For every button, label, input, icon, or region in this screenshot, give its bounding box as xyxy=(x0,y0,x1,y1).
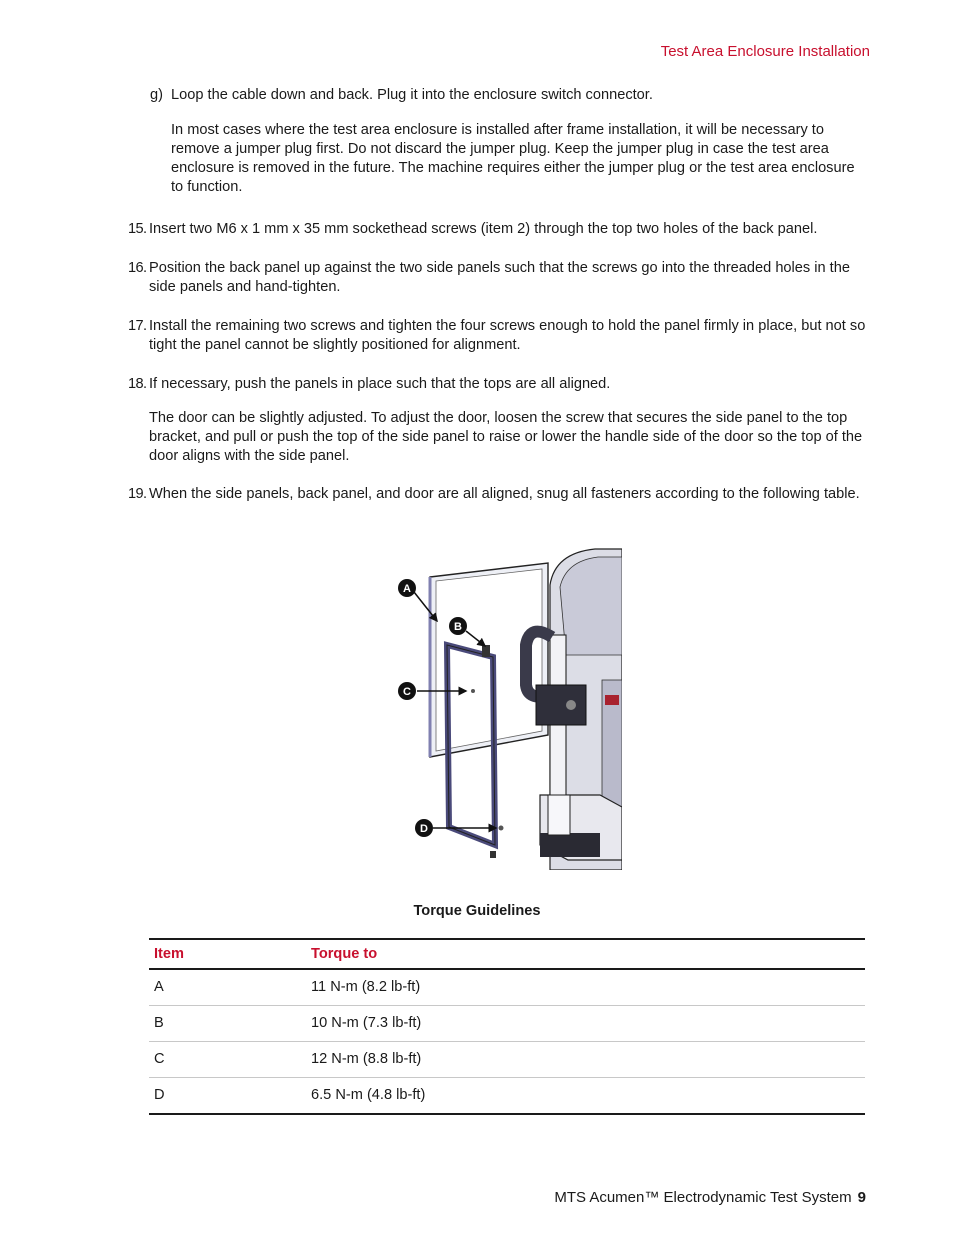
step-g xyxy=(150,86,866,105)
step-15 xyxy=(128,220,868,239)
step-16 xyxy=(128,259,868,297)
cell-torque: 10 N-m (7.3 lb-ft) xyxy=(306,1006,865,1042)
column-header-torque: Torque to xyxy=(306,939,865,969)
step-18-note: The door can be slightly adjusted. To adjust the door, loosen the screw that secures the side panel to the top bracket, and pull or push the top of the side panel to raise or lower the handle side of the door so the top of the door aligns with the side panel. xyxy=(149,410,863,464)
callout-label-a: A xyxy=(403,583,411,595)
column-header-item: Item xyxy=(149,939,306,969)
table-row xyxy=(149,1006,865,1042)
footer-title: MTS Acumen™ Electrodynamic Test System xyxy=(554,1189,852,1206)
enclosure-figure xyxy=(390,545,622,870)
table-caption: Torque Guidelines xyxy=(413,903,541,919)
callout-label-b: B xyxy=(454,621,462,633)
step-19 xyxy=(128,485,868,504)
step-g-note: In most cases where the test area enclosure is installed after frame installation, it will be necessary to remove a jumper plug first. Do not discard the jumper plug. Keep the jumper plug in case the test area enclosure is removed in the future. The machine requires either the jumper plug or the test area enclosure to function. xyxy=(171,122,855,195)
step-17 xyxy=(128,317,868,355)
step-number: 16. xyxy=(128,260,147,276)
step-text: If necessary, push the panels in place such that the tops are all aligned. xyxy=(149,376,611,392)
cell-torque: 6.5 N-m (4.8 lb-ft) xyxy=(306,1078,865,1115)
table-row xyxy=(149,1078,865,1115)
cell-item: D xyxy=(149,1078,306,1115)
enclosure-diagram xyxy=(390,545,622,870)
callout-d xyxy=(415,819,496,837)
step-number: 19. xyxy=(128,486,147,502)
step-text: Loop the cable down and back. Plug it into the enclosure switch connector. xyxy=(171,87,653,103)
table-row xyxy=(149,969,865,1006)
step-18 xyxy=(128,375,868,394)
step-number: 17. xyxy=(128,318,147,334)
cell-torque: 12 N-m (8.8 lb-ft) xyxy=(306,1042,865,1078)
callout-label-c: C xyxy=(403,686,411,698)
torque-table xyxy=(149,938,865,1115)
step-text: When the side panels, back panel, and door are all aligned, snug all fasteners according to the following table. xyxy=(149,486,860,502)
table-header-row xyxy=(149,939,865,969)
step-number: 15. xyxy=(128,221,147,237)
cell-torque: 11 N-m (8.2 lb-ft) xyxy=(306,969,865,1006)
step-number: g) xyxy=(150,87,163,103)
step-number: 18. xyxy=(128,376,147,392)
page-footer xyxy=(554,1188,866,1207)
cell-item: B xyxy=(149,1006,306,1042)
callout-label-d: D xyxy=(420,823,428,835)
page-number: 9 xyxy=(857,1189,866,1206)
cell-item: A xyxy=(149,969,306,1006)
step-text: Insert two M6 x 1 mm x 35 mm sockethead screws (item 2) through the top two holes of the back panel. xyxy=(149,221,818,237)
table-row xyxy=(149,1042,865,1078)
cell-item: C xyxy=(149,1042,306,1078)
running-header: Test Area Enclosure Installation xyxy=(660,43,870,60)
step-text: Position the back panel up against the two side panels such that the screws go into the threaded holes in the side panels and hand-tighten. xyxy=(149,260,850,295)
step-text: Install the remaining two screws and tighten the four screws enough to hold the panel firmly in place, but not so tight the panel cannot be slightly positioned for alignment. xyxy=(149,318,866,353)
